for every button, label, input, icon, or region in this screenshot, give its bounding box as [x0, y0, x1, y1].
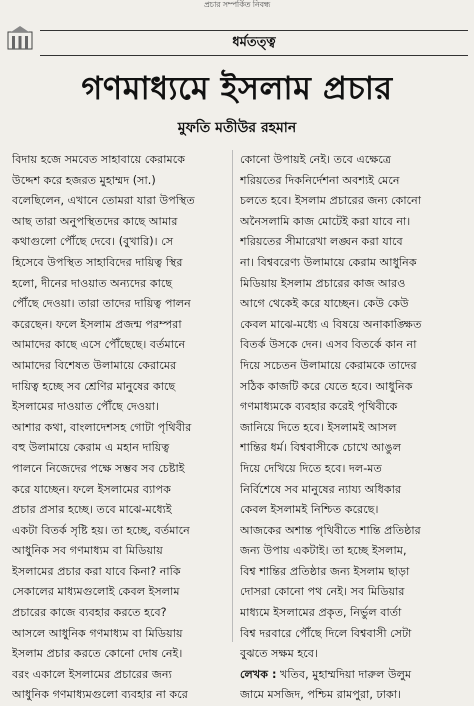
article-headline: গণমাধ্যমে ইসলাম প্রচার — [81, 69, 393, 107]
top-strip-text: প্রচার সম্পর্কিত নিবন্ধ — [204, 0, 270, 9]
body-line: বহু উলামায়ে কেরাম এ মহান দায়িত্ব — [12, 441, 170, 455]
body-line: আধুনিক গণমাধ্যমগুলো ব্যবহার না করে — [12, 688, 188, 702]
body-line: প্রচার প্রসার হচ্ছে। তবে মাঝে-মধ্যেই — [12, 503, 172, 517]
body-line: কেবল মাঝে-মধ্যে এ বিষয়ে অনাকাঙ্ক্ষিত — [240, 317, 422, 331]
author-bio-text-continued: জামে মসজিদ, পশ্চিম রামপুরা, ঢাকা। — [240, 688, 402, 702]
body-line: আছ তারা অনুপস্থিতদের কাছে আমার — [12, 214, 178, 228]
body-line: সেকালের মাধ্যমগুলোই কেবল ইসলাম — [12, 585, 180, 599]
body-line: হলো, দীনের দাওয়াত অন্যদের কাছে — [12, 276, 173, 290]
body-line: কেবল ইসলামই নিশ্চিত করেছে। — [240, 503, 379, 517]
body-line: জন্য উপায় একটাই। তা হচ্ছে ইসলাম, — [240, 544, 407, 558]
body-line: দিয়ে সচেতন উলামায়ে কেরামকে তাদের — [240, 358, 417, 372]
body-line: শান্তির ধর্ম। বিশ্ববাসীকে চোখে আঙুল — [240, 441, 402, 455]
body-line: জানিয়ে দিতে হবে। ইসলামই আসল — [240, 420, 397, 434]
body-line: বরং একালে ইসলামের প্রচারের জন্য — [12, 667, 172, 681]
body-line: করেছেন। ফলে ইসলাম প্রজন্ম পরম্পরা — [12, 317, 182, 331]
body-line: পৌঁছে দেওয়া। তারা তাদের দায়িত্ব পালন — [12, 297, 191, 311]
body-line: আজকের অশান্ত পৃথিবীতে শান্তি প্রতিষ্ঠার — [240, 523, 421, 537]
body-line: হিসেবে উপস্থিত সাহাবিদের দায়িত্ব স্থির — [12, 255, 183, 269]
body-line: গণমাধ্যমকে ব্যবহার করেই পৃথিবীকে — [240, 400, 398, 414]
body-line: নির্বিশেষে সব মানুষের ন্যায্য অধিকার — [240, 482, 402, 496]
body-line: বিশ্ব শান্তির প্রতিষ্ঠার জন্য ইসলাম ছাড়া — [240, 564, 410, 578]
body-line: কথাগুলো পৌঁছে দেবে। (বুখারি)। সে — [12, 235, 174, 249]
author-bio-label: লেখক : — [240, 667, 277, 681]
author-bio-text: খতিব, মুহাম্মদিয়া দারুল উলুম — [276, 667, 412, 681]
body-line: বলেছিলেন, এখানে তোমরা যারা উপস্থিত — [12, 194, 195, 208]
body-line: দিয়ে দেখিয়ে দিতে হবে। দল-মত — [240, 461, 382, 475]
body-line: দোসরা কোনো পথ নেই। সব মিডিয়ার — [240, 585, 405, 599]
body-line: চলতে হবে। ইসলাম প্রচারের জন্য কোনো — [240, 194, 422, 208]
body-line: আমাদের কাছে এসে পৌঁছেছে। বর্তমানে — [12, 338, 186, 352]
body-line: প্রচারের কাজে ব্যবহার করতে হবে? — [12, 606, 167, 620]
body-line: ইসলামের প্রচার করা যাবে কিনা? নাকি — [12, 564, 181, 578]
article-column-left — [12, 150, 234, 706]
body-line: অনৈসলামি কাজ মোটেই করা যাবে না। — [240, 214, 411, 228]
body-line: বিদায় হজে সমবেত সাহাবায়ে কেরামকে — [12, 153, 186, 166]
body-line: একটা বিতর্ক সৃষ্টি হয়। তা হচ্ছে, বর্তমানে — [12, 523, 190, 537]
body-line: উদ্দেশ করে হজরত মুহাম্মদ (সা.) — [12, 173, 156, 187]
author-bio — [240, 665, 462, 686]
body-line: বিতর্ক উসকে দেন। এসব বিতর্কে কান না — [240, 338, 417, 352]
body-line: পালনে নিজেদের পক্ষে সম্ভব সব চেষ্টাই — [12, 461, 185, 475]
body-line: ইসলামের দাওয়াত পৌঁছে দেওয়া। — [12, 400, 159, 414]
body-line: আসলে আধুনিক গণমাধ্যম বা মিডিয়ায় — [12, 626, 183, 640]
body-line: ইসলাম প্রচার করতে কোনো দোষ নেই। — [12, 647, 183, 661]
body-line: আশার কথা, বাংলাদেশসহ গোটা পৃথিবীর — [12, 420, 192, 434]
section-logo-icon — [7, 24, 33, 50]
body-line: না। বিশ্ববরেণ্য উলামায়ে কেরাম আধুনিক — [240, 255, 417, 269]
section-title: ধর্মতত্ত্ব — [232, 35, 276, 50]
body-line: দায়িত্ব হচ্ছে সব শ্রেণির মানুষের কাছে — [12, 379, 176, 393]
body-line: বুঝতে সক্ষম হবে। — [240, 647, 318, 661]
body-line: মিডিয়ায় ইসলাম প্রচারের কাজ আরও — [240, 276, 406, 290]
body-line: সঠিক কাজটি করে যেতে হবে। আধুনিক — [240, 379, 413, 393]
body-line: আমাদের বিশেষত উলামায়ে কেরামের — [12, 358, 177, 372]
body-line: করে যাচ্ছেন। ফলে ইসলামের ব্যাপক — [12, 482, 171, 496]
section-header — [40, 30, 468, 56]
article-column-right — [240, 150, 462, 706]
article-author: মুফতি মতীউর রহমান — [177, 120, 297, 136]
body-line: মাধ্যমে ইসলামের প্রকৃত, নির্ভুল বার্তা — [240, 606, 402, 620]
body-line: আগে থেকেই করে যাচ্ছেন। কেউ কেউ — [240, 297, 409, 311]
body-line: শরিয়তের সীমারেখা লঙ্ঘন করা যাবে — [240, 235, 403, 249]
body-line: আধুনিক সব গণমাধ্যম বা মিডিয়ায় — [12, 544, 163, 558]
body-line: কোনো উপায়ই নেই। তবে এক্ষেত্রে — [240, 153, 392, 166]
column-divider — [232, 150, 233, 642]
body-line: বিশ্ব দরবারে পৌঁছে দিলে বিশ্ববাসী সেটা — [240, 626, 412, 640]
body-line: শরিয়তের দিকনির্দেশনা অবশ্যই মেনে — [240, 173, 400, 187]
